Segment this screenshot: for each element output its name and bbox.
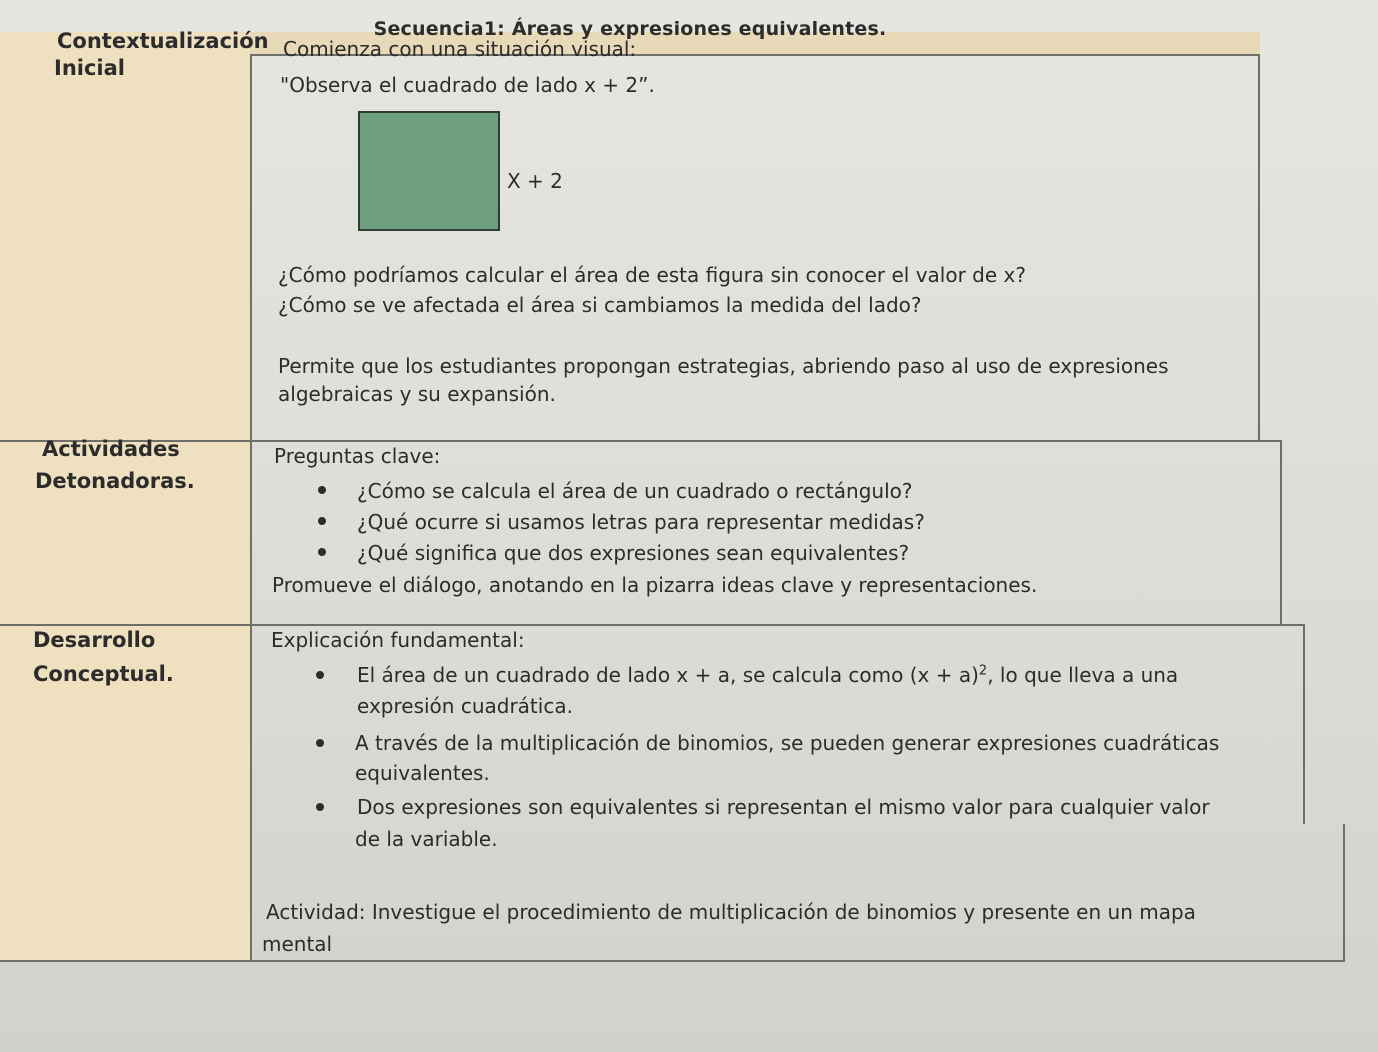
document-title: Secuencia1: Áreas y expresiones equivalentes. xyxy=(373,18,887,40)
actividades-bullet-2: ¿Qué ocurre si usamos letras para representar medidas? xyxy=(357,510,925,534)
desarrollo-bullet-2-line-2: equivalentes. xyxy=(355,761,490,785)
exponent: 2 xyxy=(978,663,988,679)
actividades-closing: Promueve el diálogo, anotando en la pizarra ideas clave y representaciones. xyxy=(272,573,1038,597)
row-divider-2 xyxy=(0,624,1305,626)
desarrollo-activity-line-2: mental xyxy=(262,932,333,956)
bullet-dot xyxy=(316,671,324,679)
context-note-line-1: Permite que los estudiantes propongan estrategias, abriendo paso al uso de expresiones xyxy=(278,354,1169,378)
bullet-dot xyxy=(316,803,324,811)
desarrollo-heading: Explicación fundamental: xyxy=(271,628,525,652)
square-side-label: X + 2 xyxy=(507,169,563,193)
right-border-2 xyxy=(1280,440,1282,624)
row-divider-bottom xyxy=(0,960,1345,962)
right-border-4 xyxy=(1343,824,1345,962)
context-line-1: Comienza con una situación visual: xyxy=(283,37,637,61)
desarrollo-bullet-3-line-2: de la variable. xyxy=(355,827,498,851)
context-line-2: "Observa el cuadrado de lado x + 2”. xyxy=(280,73,655,97)
actividades-heading: Preguntas clave: xyxy=(274,444,441,468)
desarrollo-activity-line-1: Actividad: Investigue el procedimiento de multiplicación de binomios y presente en un mapa xyxy=(266,900,1196,924)
row-label-line: Contextualización xyxy=(57,29,269,53)
desarrollo-bullet-1-line-2: expresión cuadrática. xyxy=(357,694,573,718)
bullet-dot xyxy=(318,548,326,556)
bullet-dot xyxy=(316,739,324,747)
desarrollo-bullet-1-line-1 xyxy=(357,662,1178,688)
left-label-column xyxy=(0,32,252,962)
row-label-line: Conceptual. xyxy=(33,662,174,686)
row-label-line: Desarrollo xyxy=(33,628,156,652)
right-border-3 xyxy=(1303,624,1305,824)
desarrollo-bullet-3-line-1: Dos expresiones son equivalentes si representan el mismo valor para cualquier valor xyxy=(357,795,1210,819)
green-square-figure xyxy=(358,111,500,231)
context-note-line-2: algebraicas y su expansión. xyxy=(278,382,556,406)
desarrollo-bullet-2-line-1: A través de la multiplicación de binomios, se pueden generar expresiones cuadráticas xyxy=(355,731,1220,755)
row-label-line: Actividades xyxy=(42,437,180,461)
row-label-desarrollo xyxy=(33,627,174,688)
bullet-dot xyxy=(318,517,326,525)
context-question-1: ¿Cómo podríamos calcular el área de esta figura sin conocer el valor de x? xyxy=(278,263,1026,287)
bullet-dot xyxy=(318,486,326,494)
row-label-line: Detonadoras. xyxy=(35,469,195,493)
row-label-contextualizacion xyxy=(54,28,269,82)
formula-text: El área de un cuadrado de lado x + a, se calcula como (x + a) xyxy=(357,663,979,687)
actividades-bullet-3: ¿Qué significa que dos expresiones sean equivalentes? xyxy=(357,541,910,565)
actividades-bullet-1: ¿Cómo se calcula el área de un cuadrado o rectángulo? xyxy=(357,479,913,503)
context-question-2: ¿Cómo se ve afectada el área si cambiamos la medida del lado? xyxy=(278,293,922,317)
right-border-1 xyxy=(1258,54,1260,440)
formula-text-tail: , lo que lleva a una xyxy=(987,663,1179,687)
row-label-actividades xyxy=(35,436,195,495)
row-label-line: Inicial xyxy=(54,56,125,80)
